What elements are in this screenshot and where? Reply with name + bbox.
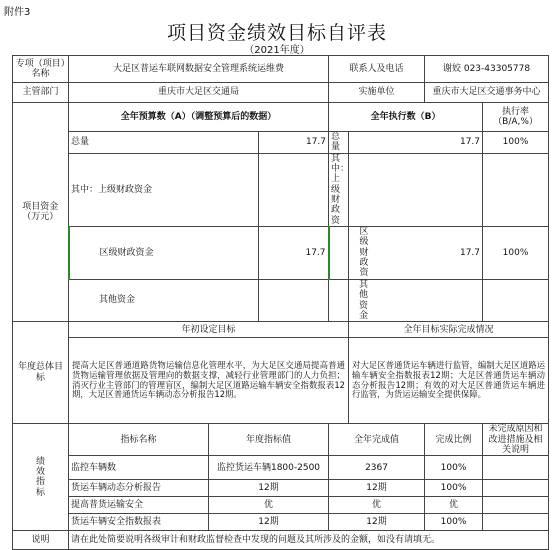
funds-label: 项目资金（万元） [13,103,69,322]
performance-label-char: 效 [35,466,45,477]
department-label: 主管部门 [13,83,69,103]
indicator-reason [483,514,549,531]
indicator-row [13,480,549,497]
fund-exec-label: 其中：上级财政资 [329,153,349,226]
funds-row [13,279,549,321]
fund-exec: 17.7 [349,132,483,154]
performance-header-row [13,424,549,456]
project-label: 专项（项目）名称 [13,56,69,83]
funds-row [13,132,549,154]
indicator-actual: 2367 [329,456,425,480]
fund-exec-label: 总量 [329,132,349,154]
indicator-name: 货运车辆安全指数报表 [69,514,209,531]
indicator-target: 优 [209,497,329,514]
indicator-name: 监控车辆数 [69,456,209,480]
evaluation-table [12,55,549,550]
indicator-reason [483,480,549,497]
indicator-reason [483,497,549,514]
actual-goal-text: 对大足区普通货运车辆进行监管，编制大足区道路运输车辆安全指数报表12期；大足区普通货运车辆动态分析报告12期；有效的对大足区普通货运车辆进行监管，为货运运输安全提供保障。 [349,338,549,424]
goals-label: 年度总体目标 [13,322,69,424]
indicator-actual: 优 [329,497,425,514]
indicator-ratio: 100% [425,480,483,497]
header-indicator-name: 指标名称 [69,424,209,456]
fund-budget: 17.7 [259,227,329,280]
indicator-row [13,514,549,531]
fund-exec [349,279,483,321]
funds-row [13,227,549,280]
fund-label: 区级财政资金 [69,227,259,280]
indicator-actual: 12期 [329,514,425,531]
department-row [13,83,549,103]
department-value: 重庆市大足区交通局 [69,83,329,103]
funds-row [13,153,549,226]
fund-budget: 17.7 [259,132,329,154]
project-name: 大足区普运车联网数据安全管理系统运维费 [69,56,329,83]
contact-label: 联系人及电话 [329,56,425,83]
rate-header: 执行率（B/A,%） [483,103,549,132]
indicator-target: 12期 [209,514,329,531]
budget-header: 全年预算数（A）（调整预算后的数据） [69,103,329,132]
initial-goal-header: 年初设定目标 [69,322,349,338]
header-completion-ratio: 完成比例 [425,424,483,456]
indicator-ratio: 100% [425,456,483,480]
fund-rate: 100% [483,132,549,154]
indicator-reason [483,456,549,480]
note-text: 请在此处简要说明各级审计和财政监督检查中发现的问题及其所涉及的金额，如没有请填无。 [69,531,549,550]
project-row [13,56,549,83]
indicator-ratio: 100% [425,514,483,531]
year-subtitle: （2021年度） [244,45,310,56]
attachment-label: 附件3 [4,7,31,18]
fund-label: 其他资金 [69,279,259,321]
exec-header: 全年执行数（B） [329,103,483,132]
indicator-row [13,456,549,480]
fund-label: 总量 [69,132,259,154]
initial-goal-text: 提高大足区普通道路货物运输信息化管理水平，为大足区交通局提高普通货物运输管理依据及管理向的数据支撑，减轻行业管理部门的人力负担；消灭行业主管部门的管理盲区，编制大足区道路运输车辆安全指数报表12期，大足区普通货运车辆动态分析报告12期。 [69,338,349,424]
note-label: 说明 [13,531,69,550]
performance-label [13,424,69,531]
indicator-target: 监控货运车辆1800-2500 [209,456,329,480]
page-title: 项目资金绩效目标自评表 [166,22,387,44]
indicator-ratio: 优 [425,497,483,514]
goals-header-row [13,322,549,338]
fund-budget [259,279,329,321]
indicator-row [13,497,549,514]
header-annual-target: 年度指标值 [209,424,329,456]
fund-exec-label: 区级财政资 [329,227,349,280]
goals-content-row [13,338,549,424]
fund-exec-label: 其他资金 [329,279,349,321]
funds-header-row [13,103,549,132]
fund-label: 其中：上级财政资金 [69,153,259,226]
fund-exec: 17.7 [349,227,483,280]
fund-budget [259,153,329,226]
header-annual-actual: 全年完成值 [329,424,425,456]
fund-rate [483,153,549,226]
performance-label-char: 标 [35,487,45,498]
indicator-target: 12期 [209,480,329,497]
contact-value: 谢姣 023-43305778 [425,56,549,83]
performance-label-char: 指 [35,477,45,488]
performance-label-char: 绩 [35,456,45,467]
indicator-actual: 12期 [329,480,425,497]
header-reason: 未完成原因和改进措施及相关说明 [483,424,549,456]
actual-goal-header: 全年目标实际完成情况 [349,322,549,338]
impl-value: 重庆市大足区交通事务中心 [425,83,549,103]
fund-exec [349,153,483,226]
fund-rate: 100% [483,227,549,280]
note-row [13,531,549,550]
indicator-name: 提高普货运输安全 [69,497,209,514]
impl-label: 实施单位 [329,83,425,103]
indicator-name: 货运车辆动态分析报告 [69,480,209,497]
fund-rate [483,279,549,321]
